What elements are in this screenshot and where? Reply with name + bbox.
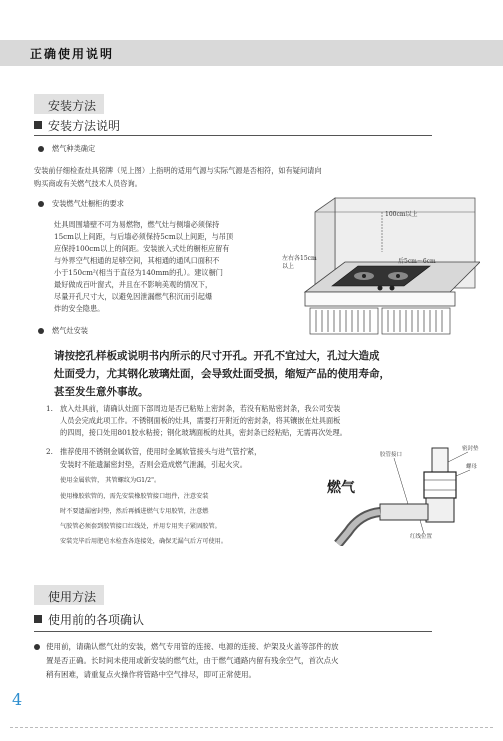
figure-label-redline: 红线位置 bbox=[410, 534, 433, 540]
section2-line-2: 置是否正确。长时间未使用或新安装的燃气灶，由于燃气通路内留有残余空气，首次点火 bbox=[46, 656, 339, 665]
bullet-dot-icon bbox=[38, 201, 44, 207]
section1-subtitle-text: 安装方法说明 bbox=[48, 119, 121, 133]
bullet2-line-1: 灶具周围墙壁不可为易燃物，燃气灶与侧墙必须保持 bbox=[54, 220, 220, 229]
step2-number: 2. bbox=[46, 447, 53, 456]
bullet1-line-2: 购买商或有关燃气技术人员咨询。 bbox=[34, 179, 142, 188]
header-title: 正确使用说明 bbox=[30, 47, 115, 61]
bullet2-line-4: 与外界空气相通的足够空间，其相通的通风口面积不 bbox=[54, 256, 220, 265]
section2-line-1: 使用前，请确认燃气灶的安装，燃气专用管的连接、电源的连接、炉架及火盖等部件的放 bbox=[46, 642, 339, 651]
bullet3-heading: 燃气灶安装 bbox=[52, 326, 88, 335]
step2-line-6: 气胶管必须套到胶管接口红线处，并用专用夹子紧固胶管。 bbox=[60, 523, 221, 530]
section2-subtitle bbox=[34, 611, 144, 628]
bullet-dot-icon bbox=[38, 328, 44, 334]
section1-rule bbox=[34, 135, 432, 136]
footer-divider bbox=[10, 727, 493, 728]
figure-label-top: 100cm以上 bbox=[385, 211, 418, 218]
hose-connection-illustration bbox=[320, 446, 480, 546]
figure-label-gas: 燃气 bbox=[327, 480, 355, 496]
step1-line-3: 的四周，接口处用801胶水粘接；钢化玻璃面板的灶具，密封条已经粘贴，无需再次处理。 bbox=[60, 428, 347, 437]
figure-label-nut: 螺母 bbox=[466, 464, 478, 470]
bullet3-bold-line-1: 请按挖孔样板或说明书内所示的尺寸开孔。开孔不宜过大，孔过大造成 bbox=[54, 350, 380, 362]
step2-line-7: 安装完毕后用肥皂水检查各连接处，确保无漏气后方可使用。 bbox=[60, 538, 228, 545]
bullet2-line-6: 最好做成百叶窗式，并且在不影响美观的情况下， bbox=[54, 280, 213, 289]
section2-subtitle-text: 使用前的各项确认 bbox=[48, 613, 145, 627]
section1-title: 安装方法 bbox=[34, 94, 104, 114]
bullet3-bold-line-2: 灶面受力，尤其钢化玻璃灶面，会导致灶面受损，缩短产品的使用寿命， bbox=[54, 368, 390, 380]
step2-line-1: 推荐使用不锈钢金属软管，使用时金属软管接头与进气管拧紧， bbox=[60, 447, 262, 456]
step1-line-2: 人员会完成此项工作。不锈钢面板的灶具，需要打开附近的密封条，将其镶嵌在灶具面板 bbox=[60, 416, 341, 425]
figure-label-seal: 密封垫 bbox=[462, 446, 479, 452]
step1-line-1: 放入灶具前，请确认灶面下部周边是否已粘贴上密封条，若没有粘贴密封条，我公司安装 bbox=[60, 404, 341, 413]
bullet2-line-7: 尽量开孔尺寸大，以避免因泄漏燃气积沉而引起爆 bbox=[54, 292, 213, 301]
section2-line-3: 稍有困难，请重复点火操作将管路中空气排尽，即可正常使用。 bbox=[46, 670, 256, 679]
section2-rule bbox=[34, 631, 432, 632]
bullet2-line-2: 15cm以上间距，与后墙必须保持5cm以上间距，与吊顶 bbox=[54, 232, 234, 241]
header-bar bbox=[0, 40, 503, 66]
bullet2-line-3: 应保持100cm以上的间距。安装嵌入式灶的橱柜应留有 bbox=[54, 244, 230, 253]
section2-title: 使用方法 bbox=[34, 585, 104, 605]
bullet1-line-1: 安装前仔细检查灶具铭牌（见上图）上指明的适用气源与实际气源是否相符，如有疑问请向 bbox=[34, 166, 322, 175]
figure-label-left: 左右各15cm以上 bbox=[282, 255, 317, 270]
section1-subtitle bbox=[34, 117, 120, 134]
step2-line-4: 使用橡胶软管的，需先安装橡胶管接口组件，注意安装 bbox=[60, 493, 209, 500]
step2-line-5: 时不要遗漏密封垫，然后再插进燃气专用胶管，注意燃 bbox=[60, 508, 209, 515]
bullet2-line-5: 小于150cm²(相当于直径为140mm的孔）。建议橱门 bbox=[54, 268, 223, 277]
figure-label-right: 后5cm～6cm bbox=[398, 258, 436, 265]
bullet2-line-8: 炸的安全隐患。 bbox=[54, 304, 105, 313]
figure-label-interface: 胶管接口 bbox=[380, 452, 403, 458]
page-number: 4 bbox=[12, 690, 23, 709]
bullet-dot-icon bbox=[38, 146, 44, 152]
bullet-dot-icon bbox=[34, 644, 40, 650]
step1-number: 1. bbox=[46, 404, 53, 413]
step2-line-3: 使用金属软管， 其管螺纹为G1/2"。 bbox=[60, 477, 161, 484]
square-bullet-icon bbox=[34, 121, 42, 129]
bullet2-heading: 安装燃气灶橱柜的要求 bbox=[52, 199, 124, 208]
square-bullet-icon bbox=[34, 615, 42, 623]
bullet3-bold-line-3: 甚至发生意外事故。 bbox=[54, 386, 149, 398]
step2-line-2: 安装时不能遗漏密封垫，否则会造成燃气泄漏，引起火灾。 bbox=[60, 460, 247, 469]
bullet1-heading: 燃气种类确定 bbox=[52, 144, 96, 153]
bullet3-bold-paragraph bbox=[54, 347, 474, 401]
